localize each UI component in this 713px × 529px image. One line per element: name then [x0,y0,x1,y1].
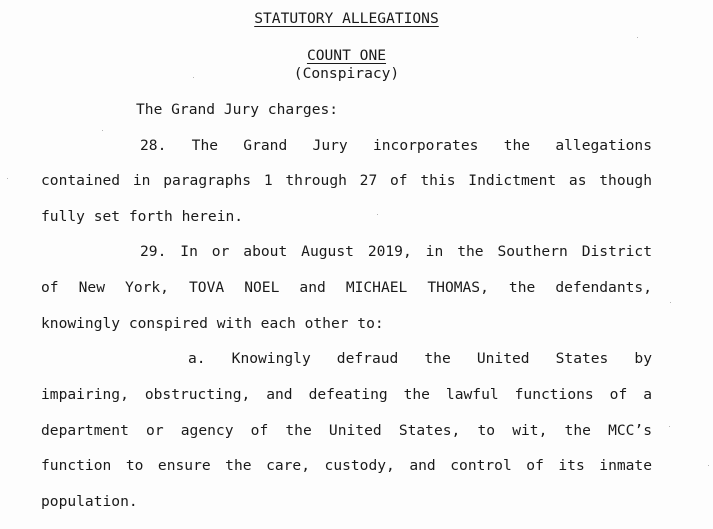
subpara-a-line4: function to ensure the care, custody, and control of its inmate [41,457,652,474]
subpara-a-line2: impairing, obstructing, and defeating the lawful functions of a [41,386,652,403]
para28-line3: fully set forth herein. [41,208,244,225]
para29-line2: of New York, TOVA NOEL and MICHAEL THOMAS, the defendants, [41,279,652,296]
scan-speck [7,178,8,179]
scan-speck [637,37,638,38]
subpara-a-line3: department or agency of the United States, to wit, the MCC’s [41,422,652,439]
para29-line3: knowingly conspired with each other to: [41,315,384,332]
para28-line2: contained in paragraphs 1 through 27 of this Indictment as though [41,172,652,189]
scan-speck [708,465,709,466]
section-heading: STATUTORY ALLEGATIONS [254,10,439,27]
count-subtitle: (Conspiracy) [293,65,400,82]
count-title: COUNT ONE [306,47,387,64]
para29-line1: 29. In or about August 2019, in the Southern District [140,243,652,260]
scan-speck [670,302,671,303]
intro-line: The Grand Jury charges: [136,101,339,118]
para28-line1: 28. The Grand Jury incorporates the allegations [140,137,652,154]
scan-speck [193,77,194,78]
scan-speck [669,426,670,427]
subpara-a-line1: a. Knowingly defraud the United States by [188,350,652,367]
subpara-a-line5: population. [41,493,138,510]
scan-speck [102,130,103,131]
scan-speck [377,214,378,215]
